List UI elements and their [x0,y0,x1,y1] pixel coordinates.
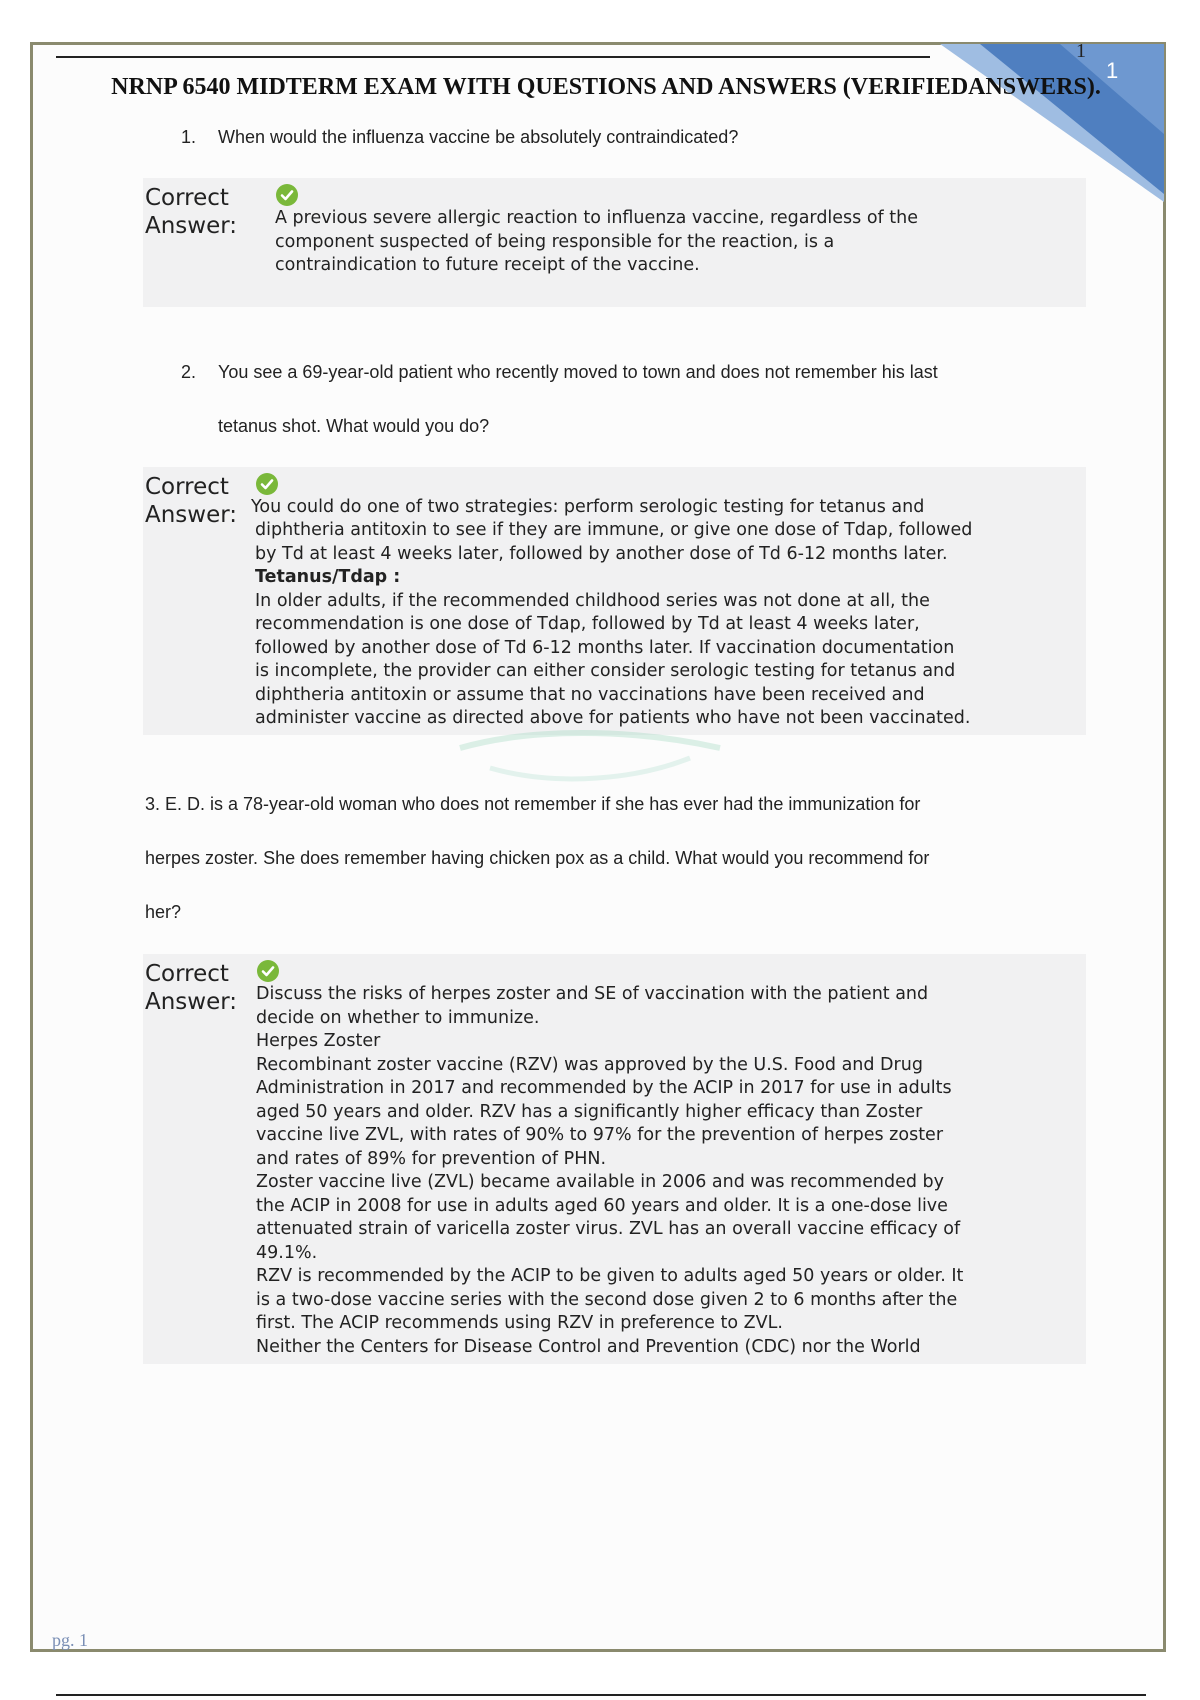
document-title: NRNP 6540 MIDTERM EXAM WITH QUESTIONS AND ANSWERS (VERIFIEDANSWERS). [111,74,1101,100]
answer-box-1 [143,178,1086,307]
answer-subheading: Tetanus/Tdap : [255,567,401,587]
answer-line: administer vaccine as directed above for patients who have not been vaccinated. [255,708,971,728]
answer-line: is a two-dose vaccine series with the second dose given 2 to 6 months after the [256,1289,958,1310]
answer-box-3 [143,954,1086,1364]
answer-line: Zoster vaccine live (ZVL) became available in 2006 and was recommended by [256,1172,944,1192]
answer-line: vaccine live ZVL, with rates of 90% to 97% for the prevention of herpes zoster [256,1125,944,1145]
footer-page-label: pg. 1 [52,1630,88,1650]
question-number: 2. [181,362,197,382]
answer-line: Administration in 2017 and recommended by the ACIP in 2017 for use in adults [256,1078,952,1098]
answer-box-2 [143,467,1086,735]
question-3 [145,793,1085,933]
corner-page-number: 1 [1106,58,1119,83]
answer-line: diphtheria antitoxin or assume that no vaccinations have been received and [255,684,925,705]
watermark [450,728,730,788]
answer-line: Neither the Centers for Disease Control and Prevention (CDC) nor the World [256,1336,921,1357]
check-icon [257,960,279,982]
answer-label-line1: Correct [145,474,229,500]
check-icon [256,473,278,495]
answer-line: 49.1%. [256,1242,318,1263]
question-number: 1. [181,127,197,147]
answer-label-line2: Answer: [145,989,238,1015]
answer-line: recommendation is one dose of Tdap, followed by Td at least 4 weeks later, [255,614,920,634]
answer-line: You could do one of two strategies: perform serologic testing for tetanus and [251,497,925,517]
answer-line: In older adults, if the recommended childhood series was not done at all, the [255,590,930,611]
answer-label-line2: Answer: [145,213,238,239]
answer-label [145,184,237,240]
top-rule [56,56,930,58]
question-text-line: tetanus shot. What would you do? [218,416,490,436]
answer-subheading: Herpes Zoster [256,1031,381,1051]
page-number-top: 1 [1076,40,1086,62]
question-text-line: 3. E. D. is a 78-year-old woman who does not remember if she has ever had the immunization for [145,794,921,814]
answer-text-2 [251,496,924,520]
question-text-line: herpes zoster. She does remember having chicken pox as a child. What would you recommend for [145,848,930,868]
answer-text-2-cont [255,519,972,731]
answer-label [145,960,237,1016]
answer-line: diphtheria antitoxin to see if they are immune, or give one dose of Tdap, followed [255,520,973,540]
question-1 [181,126,1081,150]
question-text-line: You see a 69-year-old patient who recently moved to town and does not remember his last [218,362,938,382]
answer-text-1 [275,207,918,278]
answer-line: the ACIP in 2008 for use in adults aged 60 years and older. It is a one-dose live [256,1195,948,1216]
answer-line: Discuss the risks of herpes zoster and SE of vaccination with the patient and [256,984,929,1004]
question-2 [181,361,1081,441]
answer-line: is incomplete, the provider can either consider serologic testing for tetanus and [255,661,956,681]
answer-label-line2: Answer: [145,502,238,528]
question-text-line: her? [145,902,182,922]
answer-label-line1: Correct [145,185,229,211]
answer-label-line1: Correct [145,961,229,987]
answer-line: attenuated strain of varicella zoster virus. ZVL has an overall vaccine efficacy of [256,1219,961,1239]
answer-label [145,473,237,529]
answer-line: aged 50 years and older. RZV has a significantly higher efficacy than Zoster [256,1101,923,1122]
answer-line: first. The ACIP recommends using RZV in preference to ZVL. [256,1313,783,1333]
check-icon [276,184,298,206]
answer-line: and rates of 89% for prevention of PHN. [256,1148,607,1169]
answer-line: followed by another dose of Td 6-12 months later. If vaccination documentation [255,637,955,658]
answer-line: A previous severe allergic reaction to influenza vaccine, regardless of the [275,208,919,228]
answer-line: RZV is recommended by the ACIP to be given to adults aged 50 years or older. It [256,1266,964,1286]
bottom-rule [56,1694,1146,1696]
answer-line: component suspected of being responsible for the reaction, is a [275,231,835,252]
answer-line: decide on whether to immunize. [256,1007,540,1028]
answer-line: by Td at least 4 weeks later, followed by another dose of Td 6-12 months later. [255,543,948,564]
answer-line: Recombinant zoster vaccine (RZV) was approved by the U.S. Food and Drug [256,1054,923,1075]
question-text: When would the influenza vaccine be absolutely contraindicated? [218,127,739,147]
answer-text-3 [256,983,963,1359]
answer-line: contraindication to future receipt of the vaccine. [275,255,700,275]
